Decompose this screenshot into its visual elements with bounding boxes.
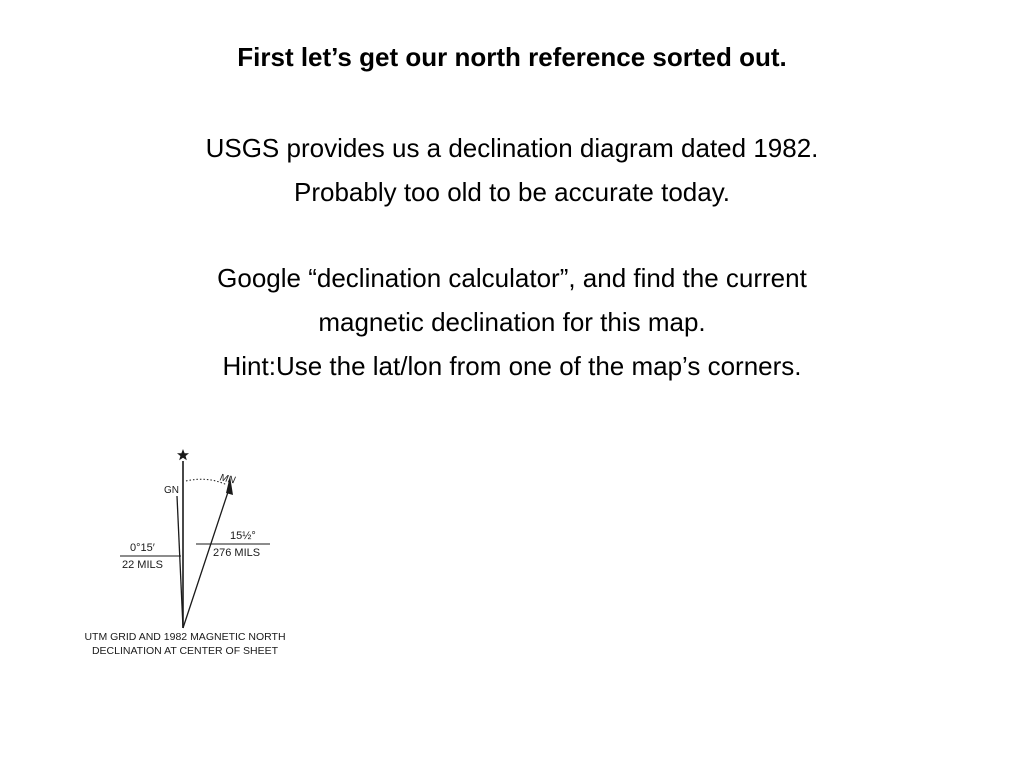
text-line: USGS provides us a declination diagram dated 1982. <box>205 133 819 163</box>
diagram-caption-line: DECLINATION AT CENTER OF SHEET <box>91 645 279 657</box>
paragraph-usgs <box>0 126 1024 214</box>
text-line: magnetic declination for this map. <box>318 307 706 337</box>
diagram-caption-line: UTM GRID AND 1982 MAGNETIC NORTH <box>84 631 286 643</box>
declination-diagram-svg <box>50 440 330 690</box>
text-line: Google “declination calculator”, and find the current <box>217 263 807 293</box>
grid-angle-mils: 22 MILS <box>122 559 163 571</box>
slide-title: First let’s get our north reference sorted out. <box>237 42 787 72</box>
paragraph-calculator <box>0 256 1024 388</box>
declination-diagram <box>50 440 330 690</box>
grid-angle-degrees: 0°15′ <box>130 542 155 554</box>
text-line: Probably too old to be accurate today. <box>293 177 731 207</box>
gn-label: GN <box>164 485 179 496</box>
magnetic-angle-mils: 276 MILS <box>213 547 261 559</box>
grid-north-line <box>177 496 183 628</box>
mn-label: MN <box>218 472 237 487</box>
magnetic-angle-degrees: 15½° <box>230 530 256 542</box>
true-north-star-icon <box>177 449 189 460</box>
text-line: Hint:Use the lat/lon from one of the map’s corners. <box>222 351 802 381</box>
